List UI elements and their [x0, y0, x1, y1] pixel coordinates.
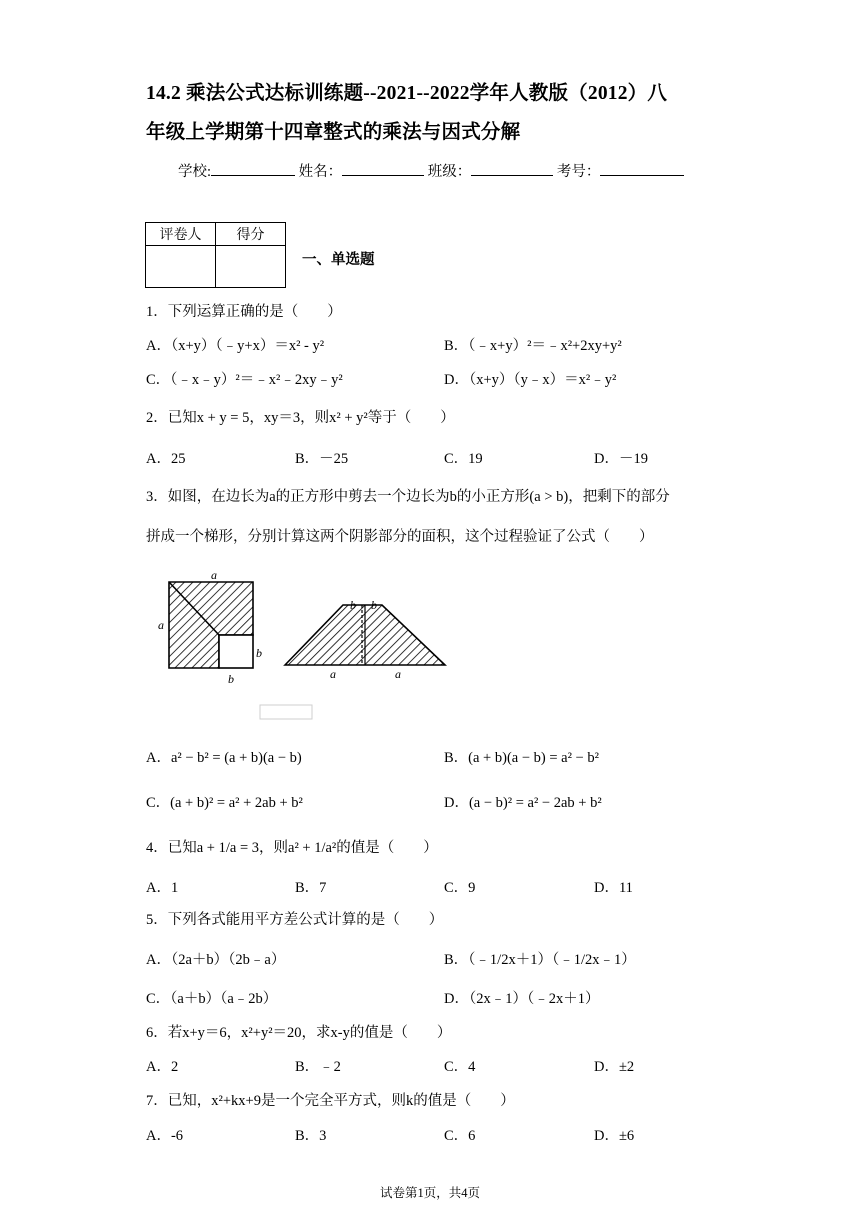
q5-stem: 5．下列各式能用平方差公式计算的是（ ）	[146, 912, 444, 928]
score-header: 得分	[216, 223, 286, 246]
q6-option-d[interactable]: D．±2	[594, 1059, 635, 1075]
exam-no-label: 考号：	[556, 164, 601, 180]
square-right-label: b	[256, 646, 262, 660]
q4-stem: 4．已知a + 1/a = 3，则a² + 1/a²的值是（ ）	[146, 840, 438, 856]
q3-stem-line2: 拼成一个梯形，分别计算这两个阴影部分的面积，这个过程验证了公式（ ）	[146, 529, 654, 545]
student-info-line	[178, 160, 684, 181]
square-top-label: a	[211, 568, 217, 582]
square-left-label: a	[158, 618, 164, 632]
q7-option-d[interactable]: D．±6	[594, 1128, 635, 1144]
q3-option-a[interactable]: A．a² − b² = (a + b)(a − b)	[146, 750, 302, 766]
trapezoid-top-right-label: b	[371, 598, 377, 612]
page-footer: 试卷第1页，共4页	[379, 1186, 480, 1200]
q5-option-b[interactable]: B．（﹣1/2x＋1）（﹣1/2x﹣1）	[444, 952, 636, 968]
q6-option-c[interactable]: C．4	[444, 1059, 476, 1075]
q5-option-c[interactable]: C．（a＋b）（a﹣2b）	[146, 991, 278, 1007]
q1-stem: 1．下列运算正确的是（ ）	[146, 304, 342, 320]
q2-stem: 2．已知x + y = 5，xy＝3，则x² + y²等于（ ）	[146, 410, 455, 426]
grader-cell[interactable]	[146, 246, 216, 288]
q2-option-b[interactable]: B．－25	[295, 451, 349, 467]
trapezoid-figure	[285, 605, 445, 665]
q6-option-a[interactable]: A．2	[146, 1059, 179, 1075]
trapezoid-bottom-left-label: a	[330, 667, 336, 681]
trapezoid-bottom-right-label: a	[395, 667, 401, 681]
page-title-line1: 14.2 乘法公式达标训练题--2021--2022学年人教版（2012）八	[146, 83, 668, 104]
square-bottom-label: b	[228, 672, 234, 686]
name-blank[interactable]	[342, 160, 424, 176]
q7-option-c[interactable]: C．6	[444, 1128, 476, 1144]
q3-option-d[interactable]: D．(a − b)² = a² − 2ab + b²	[444, 795, 602, 811]
q2-option-d[interactable]: D．－19	[594, 451, 648, 467]
class-blank[interactable]	[471, 160, 553, 176]
score-cell[interactable]	[216, 246, 286, 288]
q3-stem-line1: 3．如图，在边长为a的正方形中剪去一个边长为b的小正方形(a > b)，把剩下的部分	[146, 489, 670, 505]
section-heading: 一、单选题	[302, 252, 375, 268]
trapezoid-top-left-label: b	[350, 598, 356, 612]
exam-no-blank[interactable]	[600, 160, 684, 176]
q3-option-c[interactable]: C．(a + b)² = a² + 2ab + b²	[146, 795, 303, 811]
q7-stem: 7．已知，x²+kx+9是一个完全平方式，则k的值是（ ）	[146, 1093, 515, 1109]
q6-option-b[interactable]: B．﹣2	[295, 1059, 341, 1075]
score-table	[145, 222, 286, 288]
square-figure	[169, 582, 253, 668]
school-blank[interactable]	[211, 160, 295, 176]
q1-option-d[interactable]: D．（x+y）（y﹣x）＝x²﹣y²	[444, 372, 617, 388]
q3-figure	[150, 565, 460, 725]
q2-option-a[interactable]: A．25	[146, 451, 186, 467]
q4-option-b[interactable]: B．7	[295, 880, 327, 896]
school-label: 学校:	[178, 164, 212, 180]
q7-option-a[interactable]: A．-6	[146, 1128, 184, 1144]
q3-option-b[interactable]: B．(a + b)(a − b) = a² − b²	[444, 750, 599, 766]
q4-option-d[interactable]: D．11	[594, 880, 633, 896]
q5-option-d[interactable]: D．（2x﹣1）（﹣2x＋1）	[444, 991, 600, 1007]
q4-option-a[interactable]: A．1	[146, 880, 179, 896]
q6-stem: 6．若x+y＝6，x²+y²＝20，求x-y的值是（ ）	[146, 1025, 452, 1041]
q5-option-a[interactable]: A．（2a＋b）（2b﹣a）	[146, 952, 286, 968]
page-title-line2: 年级上学期第十四章整式的乘法与因式分解	[146, 122, 521, 143]
q1-option-a[interactable]: A．（x+y）（﹣y+x）＝x² - y²	[146, 338, 325, 354]
class-label: 班级：	[427, 164, 472, 180]
q2-option-c[interactable]: C．19	[444, 451, 483, 467]
q7-option-b[interactable]: B．3	[295, 1128, 327, 1144]
q1-option-c[interactable]: C．（﹣x﹣y）²＝﹣x²﹣2xy﹣y²	[146, 372, 343, 388]
q4-option-c[interactable]: C．9	[444, 880, 476, 896]
name-label: 姓名：	[298, 164, 343, 180]
q1-option-b[interactable]: B．（﹣x+y）²＝﹣x²+2xy+y²	[444, 338, 622, 354]
grader-header: 评卷人	[146, 223, 216, 246]
